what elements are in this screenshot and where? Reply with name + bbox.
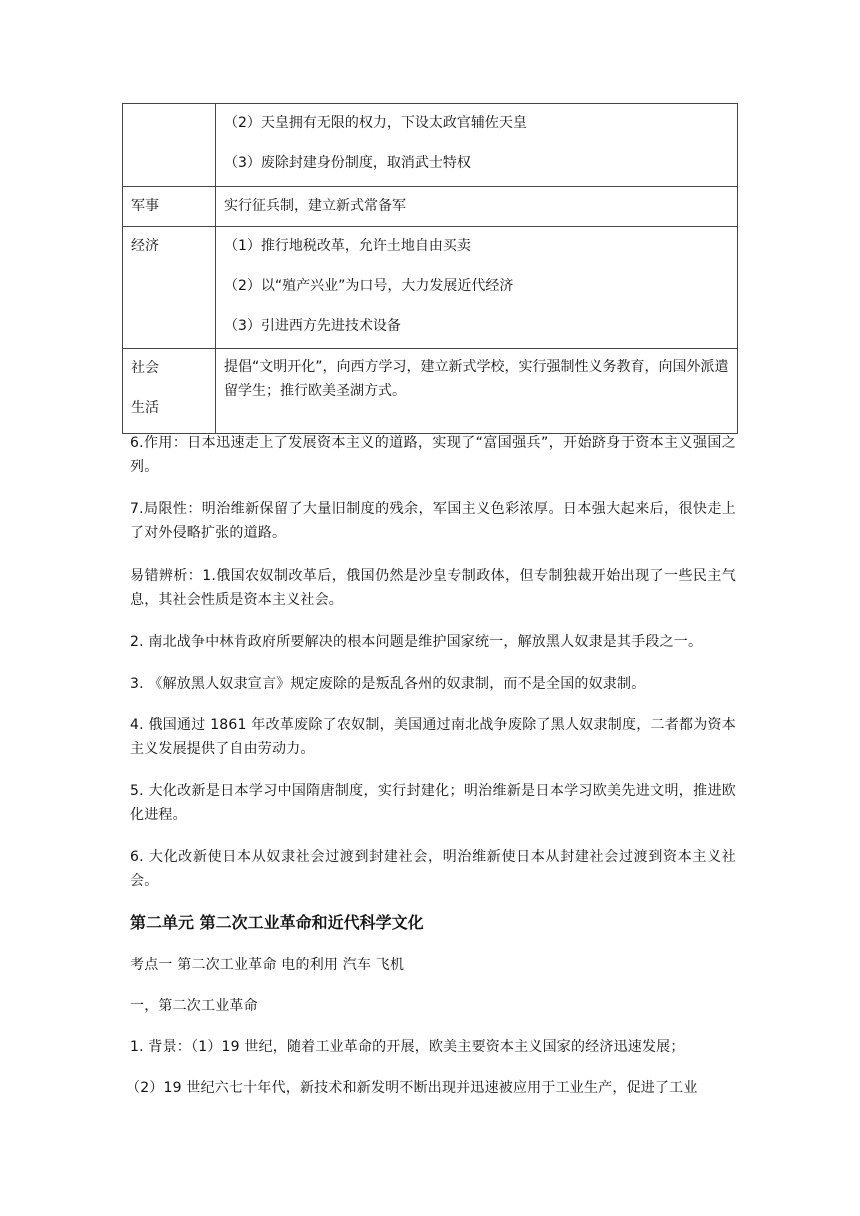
content-cell [216, 349, 738, 434]
category-cell [123, 187, 216, 227]
meiji-reform-table [122, 103, 738, 434]
content-item: （2）天皇拥有无限的权力，下设太政官辅佐天皇 [224, 115, 527, 131]
content-cell [216, 187, 738, 227]
category-label: 军事 [131, 198, 159, 214]
unit-heading: 第二单元 第二次工业革命和近代科学文化 [130, 913, 424, 932]
table-row [123, 187, 738, 227]
category-cell [123, 349, 216, 434]
table-row [123, 104, 738, 187]
content-item: 提倡“文明开化”，向西方学习，建立新式学校，实行强制性义务教育，向国外派遣留学生；推行欧美圣湖方式。 [224, 359, 729, 399]
background-line-2: （2）19 世纪六七十年代，新技术和新发明不断出现并迅速被应用于工业生产，促进了工业 [126, 1080, 698, 1096]
category-cell [123, 227, 216, 349]
error-analysis-2: 2. 南北战争中林肯政府所要解决的根本问题是维护国家统一，解放黑人奴隶是其手段之一。 [130, 634, 703, 650]
table-row [123, 227, 738, 349]
content-item: （1）推行地税改革，允许土地自由买卖 [224, 238, 471, 254]
error-analysis-6: 6. 大化改新使日本从奴隶社会过渡到封建社会，明治维新使日本从封建社会过渡到资本主义社会。 [130, 849, 736, 889]
category-label: 生活 [131, 400, 159, 416]
background-line-1: 1. 背景：（1）19 世纪，随着工业革命的开展，欧美主要资本主义国家的经济迅速发展； [130, 1039, 685, 1055]
content-cell [216, 227, 738, 349]
error-analysis-5: 5. 大化改新是日本学习中国隋唐制度，实行封建化；明治维新是日本学习欧美先进文明，推进欧化进程。 [130, 783, 736, 823]
kaodian-line: 考点一 第二次工业革命 电的利用 汽车 飞机 [130, 957, 405, 973]
content-item: （2）以“殖产兴业”为口号，大力发展近代经济 [224, 278, 514, 294]
category-cell [123, 104, 216, 187]
content-item: 实行征兵制，建立新式常备军 [224, 198, 406, 214]
section-heading: 一，第二次工业革命 [130, 998, 258, 1014]
category-label: 社会 [131, 360, 159, 376]
error-analysis-3: 3. 《解放黑人奴隶宣言》规定废除的是叛乱各州的奴隶制，而不是全国的奴隶制。 [130, 676, 646, 692]
limitation-paragraph: 7.局限性：明治维新保留了大量旧制度的残余，军国主义色彩浓厚。日本强大起来后，很快走上了对外侵略扩张的道路。 [130, 501, 736, 541]
category-label: 经济 [131, 238, 159, 254]
error-analysis-1: 易错辨析：1.俄国农奴制改革后，俄国仍然是沙皇专制政体，但专制独裁开始出现了一些民主气息，其社会性质是资本主义社会。 [130, 568, 736, 608]
content-item: （3）引进西方先进技术设备 [224, 318, 401, 334]
error-analysis-4: 4. 俄国通过 1861 年改革废除了农奴制，美国通过南北战争废除了黑人奴隶制度，二者都为资本主义发展提供了自由劳动力。 [130, 717, 736, 757]
content-item: （3）废除封建身份制度，取消武士特权 [224, 155, 471, 171]
table-row [123, 349, 738, 434]
content-cell [216, 104, 738, 187]
effect-paragraph: 6.作用：日本迅速走上了发展资本主义的道路，实现了“富国强兵”，开始跻身于资本主义强国之列。 [130, 435, 736, 475]
